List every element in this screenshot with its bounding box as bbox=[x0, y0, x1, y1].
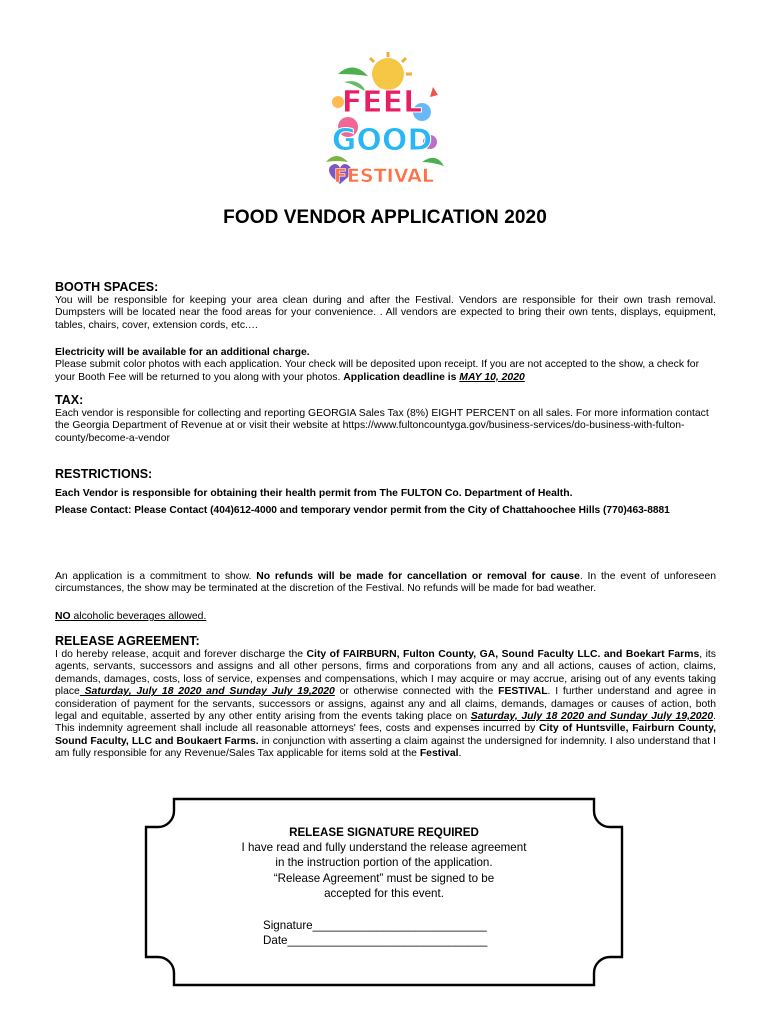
signature-field[interactable]: Signature___________________________ bbox=[263, 919, 487, 932]
signature-line-2: in the instruction portion of the application. bbox=[275, 856, 493, 870]
release-agreement-heading: RELEASE AGREEMENT: bbox=[55, 634, 200, 648]
feel-good-festival-logo bbox=[318, 52, 448, 200]
release-agreement-text: I do hereby release, acquit and forever discharge the City of FAIRBURN, Fulton County, GA, Sound Faculty LLC. and Boekart Farms, its agents, servants, successors and assigns and all other persons, firms and corporations from any and all actions, causes of action, claims, demands, damages, costs, loss of service, expenses and compensations, which I may acquire or may accrue, arising out of any events taking place Saturday, July 18 2020 and Sunday July 19,2020 or otherwise connected with the FESTIVAL. I further understand and agree in consideration of payment for the servants, successors or assigns, against any and all claims, demands, damages or causes of action, both legal and equitable, asserted by any other entity arising from the events taking place on Saturday, July 18 2020 and Sunday July 19,2020. This indemnity agreement shall include all reasonable attorneys' fees, costs and expenses incurred by City of Huntsville, Fairburn County, Sound Faculty, LLC and Boukaert Farms. in conjunction with asserting a claim against the undersigned for indemnity. I also understand that I am fully responsible for any Revenue/Sales Tax applicable for items sold at the Festival. bbox=[55, 649, 717, 760]
tax-heading: TAX: bbox=[55, 393, 84, 407]
commitment-text: An application is a commitment to show. No refunds will be made for cancellation or removal for cause. In the event of unforeseen circumstances, the show may be terminated at the discretion of the Festival. No refunds will be made for bad weather. bbox=[55, 571, 717, 595]
page-title: FOOD VENDOR APPLICATION 2020 bbox=[223, 207, 547, 228]
date-field[interactable]: Date_______________________________ bbox=[263, 934, 488, 948]
logo-text-good: GOOD bbox=[331, 123, 433, 158]
signature-line-3: “Release Agreement” must be signed to be bbox=[273, 871, 495, 885]
signature-section bbox=[144, 825, 624, 901]
palm-leaf-icon bbox=[338, 67, 368, 76]
restrictions-heading: RESTRICTIONS: bbox=[55, 467, 153, 481]
permit-contact-text: Please Contact: Please Contact (404)612-4000 and temporary vendor permit from the City of Chattahoochee Hills (770)463-8881 bbox=[55, 505, 670, 516]
signature-fields bbox=[263, 918, 487, 948]
electricity-notice: Electricity will be available for an additional charge bbox=[55, 347, 307, 358]
no-refunds-notice: No refunds will be made for cancellation or removal for cause bbox=[256, 571, 580, 582]
signature-line-4: accepted for this event. bbox=[324, 886, 444, 900]
alcohol-notice: NO alcoholic beverages allowed. bbox=[55, 611, 207, 622]
booth-spaces-heading: BOOTH SPACES: bbox=[55, 280, 159, 294]
tax-text: Each vendor is responsible for collecting and reporting GEORGIA Sales Tax (8%) EIGHT PERCENT on all sales. For more information contact the Georgia Department of Revenue at or visit their website at https://www.fultoncountyga.gov/business-services/do-business-with-fulton-county/become-a-vendor bbox=[55, 408, 709, 444]
deadline-date: MAY 10, 2020 bbox=[459, 371, 525, 383]
booth-spaces-text: You will be responsible for keeping your area clean during and after the Festival. Vendors are responsible for their own trash removal. Dumpsters will be located near the food areas for your convenience. . All vendors are expected to bring their own tents, displays, equipment, tables, chairs, cover, extension cords, etc.… bbox=[55, 295, 716, 331]
photos-text: Please submit color photos with each application. Your check will be deposited upon receipt. If you are not accepted to the show, a check for your Booth Fee will be returned to you along with your photos. bbox=[55, 359, 700, 383]
logo-text-festival: FESTIVAL bbox=[334, 165, 434, 187]
electricity-paragraph: Electricity will be available for an additional charge. Please submit color photos with each application. Your check will be deposited upon receipt. If you are not accepted to the show, a check for your Booth Fee will be returned to you along with your photos. Application deadline is MAY 10, 2020 bbox=[55, 347, 700, 383]
signature-heading: RELEASE SIGNATURE REQUIRED bbox=[289, 826, 479, 839]
signature-line-1: I have read and fully understand the release agreement bbox=[241, 841, 527, 855]
logo-text-feel: FEEL bbox=[341, 85, 423, 120]
deadline-label: Application deadline is bbox=[343, 371, 457, 383]
health-permit-text: Each Vendor is responsible for obtaining their health permit from The FULTON Co. Department of Health. bbox=[55, 488, 573, 499]
